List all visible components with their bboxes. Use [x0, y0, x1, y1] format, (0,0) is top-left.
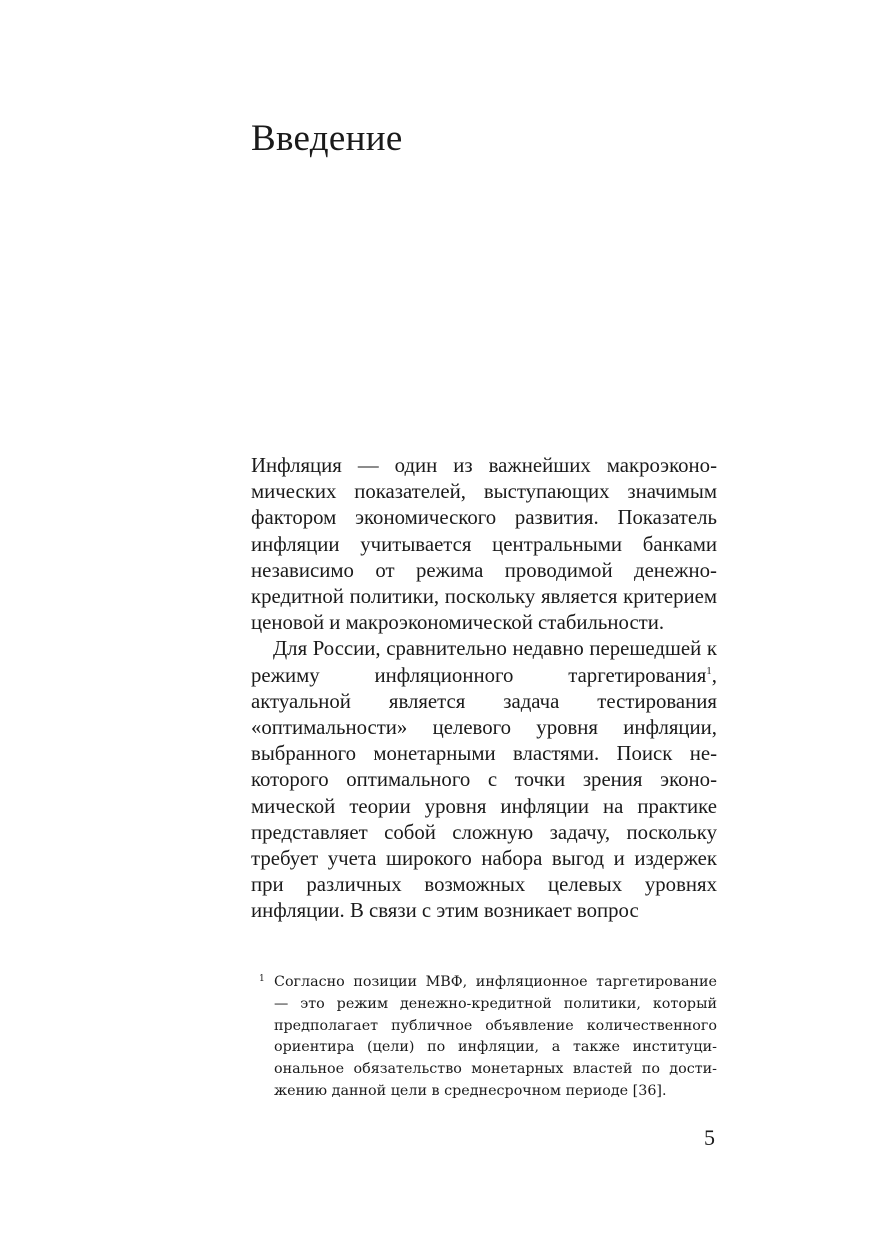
paragraph	[251, 636, 717, 924]
paragraph: Инфляция — один из важнейших макроэкономических показателей, выступающих значимым фактором экономического развития. Показатель инфляции учитывается центральными банками независимо от режима проводимой денежно-кредитной политики, поскольку является критерием ценовой и макроэкономической стабильности.	[251, 454, 717, 635]
footnote-reference[interactable]: 1	[706, 664, 712, 677]
footnote-marker: 1	[259, 974, 265, 984]
page-number: 5	[704, 1125, 715, 1150]
body-text	[251, 453, 717, 925]
paragraph-text: , актуальной является задача тестирования «оптимальности» целевого уровня инфляции, выбранного монетарными властями. Поиск некоторого оптимального с точки зрения экономической теории уровня инфляции на практике представляет собой сложную задачу, поскольку требует учета широкого набора выгод и издержек при различных возможных целевых уровнях инфляции. В связи с этим возникает вопрос	[251, 663, 717, 923]
chapter-title: Введение	[251, 118, 403, 159]
paragraph-text: Для России, сравнительно недавно перешедшей к режиму инфляционного таргетирования	[251, 637, 717, 687]
footnote-text: Согласно позиции МВФ, инфляционное таргетирование — это режим денежно-кредитной политики, который предполагает публичное объявление количественного ориентира (цели) по инфляции, а также институциональное обязательство монетарных властей по достижению данной цели в среднесрочном периоде [36].	[274, 974, 717, 1099]
